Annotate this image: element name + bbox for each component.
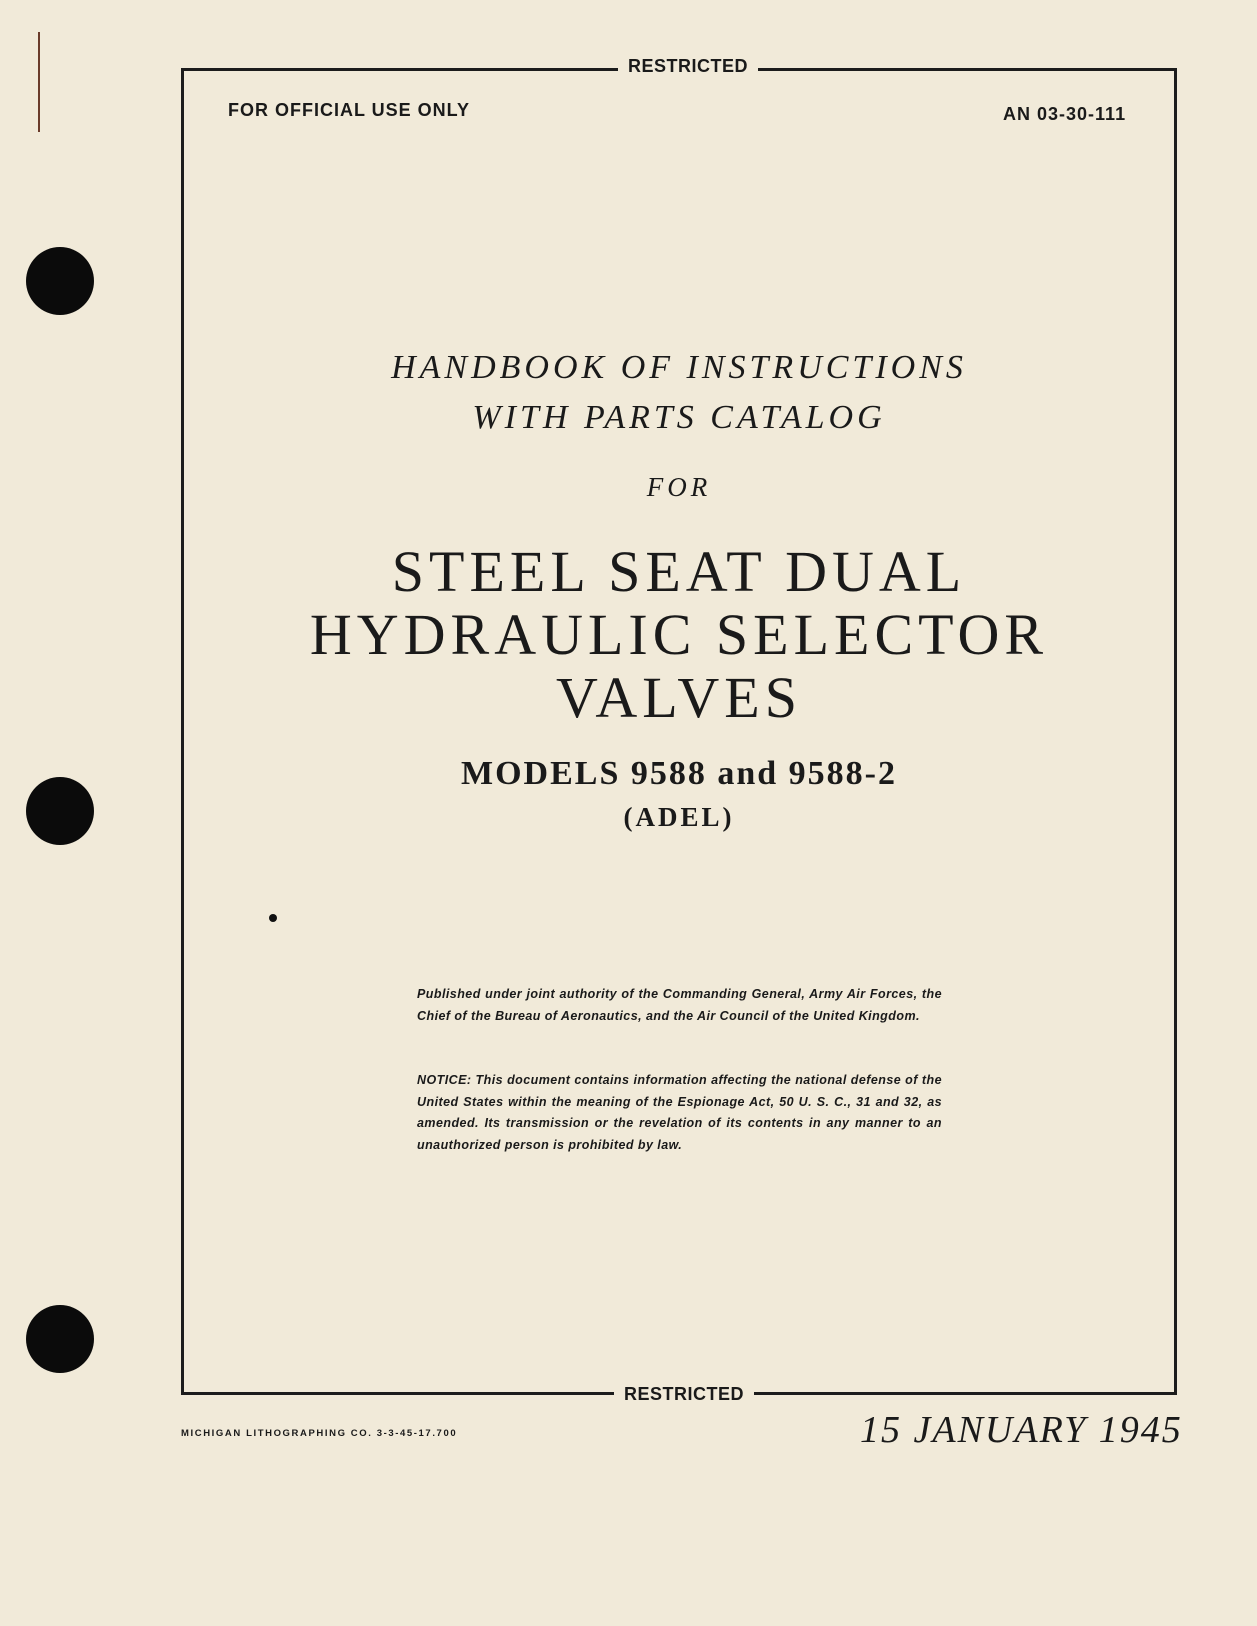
official-use-label: FOR OFFICIAL USE ONLY	[228, 100, 471, 120]
main-title-line-2: HYDRAULIC SELECTOR	[309, 602, 1049, 667]
punch-hole-bottom	[26, 1305, 94, 1373]
authority-statement: Published under joint authority of the Commanding General, Army Air Forces, the Chief of the Bureau of Aeronautics, and the Air Council of the United Kingdom.	[417, 987, 942, 1023]
main-title-line-3: VALVES	[556, 665, 802, 730]
document-number: AN 03-30-111	[1003, 104, 1127, 124]
espionage-notice: NOTICE: This document contains information affecting the national defense of the United States within the meaning of the Espionage Act, 50 U. S. C., 31 and 32, as amended. Its transmission or the revelation of its contents in any manner to an unauthorized person is prohibited by law.	[417, 1073, 942, 1152]
stray-dot	[269, 914, 277, 922]
classification-top: RESTRICTED	[618, 56, 758, 76]
page-border	[181, 68, 1177, 1395]
publication-date: 15 JANUARY 1945	[860, 1409, 1183, 1451]
manufacturer: (ADEL)	[623, 802, 735, 832]
models-line: MODELS 9588 and 9588-2	[461, 755, 897, 792]
printer-imprint: MICHIGAN LITHOGRAPHING CO. 3-3-45-17.700	[181, 1428, 458, 1439]
punch-hole-middle	[26, 777, 94, 845]
for-label: FOR	[646, 472, 712, 502]
binding-mark	[38, 32, 40, 132]
main-title-line-1: STEEL SEAT DUAL	[391, 539, 967, 604]
subtitle-line-1: HANDBOOK OF INSTRUCTIONS	[391, 349, 967, 386]
subtitle-line-2: WITH PARTS CATALOG	[472, 399, 886, 436]
classification-bottom: RESTRICTED	[614, 1384, 754, 1404]
punch-hole-top	[26, 247, 94, 315]
